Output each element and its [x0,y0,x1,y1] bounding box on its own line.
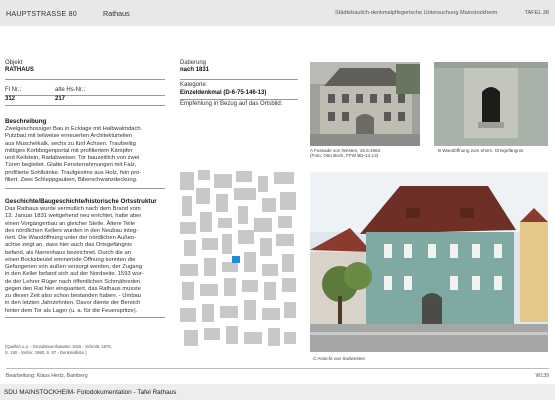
photo-facade-west [310,62,420,146]
divider [5,317,165,318]
author-credit: Bearbeitung: Klaus Hertz, Bamberg [6,373,88,379]
divider [5,95,165,96]
recommendation-label: Empfehlung in Bezug auf das Ortsbild: [180,101,283,107]
alte-hs-nr-label: alte Hs-Nr.: [55,87,86,93]
sheet-code: W139 [535,373,549,379]
site-plan-map [178,168,300,351]
study-title: Städtebaulich-denkmalpflegerische Untersuchung Mainstockheim [335,10,498,16]
object-value: RATHAUS [5,67,34,73]
tafel-number: TAFEL 38 [524,10,549,16]
history-text: Das Rathaus wurde vermutlich nach dem Brand vom 12. Januar 1831 weitgehend neu errichtet, hatte aber einen Vorgängerbau an gleicher Stelle. Ältere Teile des nördlichen Kellers wurden in den Neubau integ- riert. Die Wandöffnung unter der nördlichen Außen- achse zeigt an, dass hier auch das Ortsgefängnis befand, als Narrenhaus bezeichnet. Durch die an einen Bocksbeutel erinnernde Öffnung konnten die Gefangenen von außen versorgt werden, der Zugang in den Keller befand sich auf der Nordseite. 1593 wur- de der Lehrer Rüger nach öffentlichen Schmähreden gegen den Rat hier einquartiert, das Rathaus musste zu dieser Zeit also schon bestanden haben. - Umbau in den letzten Jahrzehnten. Davor diente der Bereich hinter dem Tor als Lager (u. a. für die Feuerspritze). [5,206,144,314]
caption-a: A Fassade von Westen, 15.9.1963 (Foto: Otto Beck, FFW BD-14.13) [310,148,381,159]
dating-label: Datierung [180,60,207,66]
footer-divider [6,368,549,369]
caption-b: B Wandöffnung zum ehem. Ortsgefängnis [438,148,524,153]
page-subtitle: Rathaus [103,9,130,18]
object-label: Objekt [5,60,23,66]
highlighted-building [232,256,240,263]
description-title: Beschreibung [5,118,47,125]
dating-value: nach 1831 [180,67,210,73]
divider [5,188,165,189]
bottom-bar-label: SDU MAINSTOCKHEIM- Fotodokumentation - Tafel Rathaus [4,389,177,396]
alte-hs-nr-value: 217 [55,96,66,102]
page-title: HAUPTSTRASSE 80 [6,9,77,18]
header-bar [0,0,555,26]
bottom-bar [0,384,555,400]
sources-note: (Quellen u.a. - Grundsteuerkataster 1815 - Schmitt, 1875, S. 190 - Selzer, 1980, S. 87 - Denkmalliste.) [5,344,112,355]
photo-wall-opening [434,62,548,146]
photo-view-southwest [310,172,548,352]
fl-nr-label: Fl Nr.: [5,87,21,93]
divider [5,105,165,106]
divider [5,79,165,80]
category-label: Kategorie: [180,82,208,88]
history-title: Geschichte/Baugeschichte/historische Ortsstruktur [5,198,157,205]
caption-c: C Ansicht von Südwesten [313,356,366,361]
fl-nr-value: 312 [5,96,16,102]
divider [180,99,298,100]
description-text: Zweigeschossiger Bau in Ecklage mit Halbwalmdach. Putzbau mit teilweise erneuerten Architekturteilen aus Muschelkalk, sechs zu fünf Achsen. Traufseitig mittiges Korbbogenportal mit profiliertem Kämpfer und Keilstein, Radabweiser. Tor bauzeitlich von zwei Türen begleitet. Glatte Fensterrahmungen mit Falz, profilierte Sohlbänke. Traufgesims aus Holz, fein pro- filiert. Zwei Schleppgauben, Biberschwanzdeckung. [5,126,143,183]
divider [180,79,298,80]
category-value: Einzeldenkmal (D-6-75-146-13) [180,90,267,96]
